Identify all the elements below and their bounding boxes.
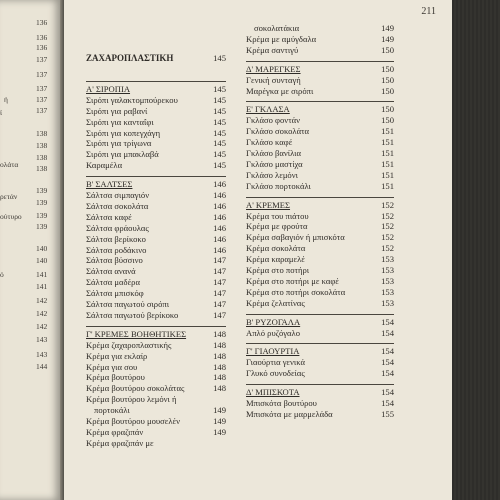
entry-page: 152 [381, 199, 394, 210]
entry-title: Σιρόπι για μπακλαβά [86, 149, 159, 160]
entry-title: Σάλτσα βύσσινο [86, 255, 143, 266]
entry-title: Κρέμα σαντιγύ [246, 44, 299, 55]
entry-title: Σάλτσα μπισκόφ [86, 288, 144, 299]
entry-page: 153 [381, 297, 394, 308]
entry-page: 150 [381, 74, 394, 85]
entry-page: 151 [381, 169, 394, 180]
entry-page: 154 [381, 387, 394, 398]
left-page-number: 137 [36, 84, 48, 93]
entry-page: 145 [213, 149, 226, 160]
page-number: 211 [421, 6, 436, 17]
entry-page: 145 [213, 53, 226, 63]
entry-page: 145 [213, 138, 226, 149]
entry-title: Γλυκό συνοδείας [246, 368, 305, 379]
entry-title: Δ' ΜΑΡΕΓΚΕΣ [246, 63, 301, 74]
entry-page: 145 [213, 160, 226, 171]
entry-page: 146 [213, 244, 226, 255]
entry-title: Σιρόπι γαλακτομπούρεκου [86, 94, 178, 105]
section-rule [86, 326, 226, 327]
left-page-fragment: ό [0, 270, 4, 279]
entry-title: Μπισκότα με μαρμελάδα [246, 408, 333, 419]
left-page-fragment: ρετάν [0, 192, 18, 201]
entry-title: Κρέμα για σου [86, 361, 138, 372]
left-page-number: 137 [36, 95, 48, 104]
left-page-number: 142 [36, 309, 48, 318]
entry-title: Κρέμα με αμύγδαλα [246, 33, 317, 44]
entry-page: 151 [381, 180, 394, 191]
entry-title: Σάλτσα ροδάκινο [86, 244, 147, 255]
entry-title: Κρέμα στο ποτήρι σοκολάτα [246, 286, 346, 297]
section-rule [246, 101, 394, 102]
entry-title: Κρέμα καραμελέ [246, 254, 305, 265]
entry-page: 150 [381, 104, 394, 115]
left-page-number: 138 [36, 164, 48, 173]
entry-title: σοκολατάκια [254, 23, 300, 33]
entry-page: 155 [381, 408, 394, 419]
entry-page: 145 [213, 127, 226, 138]
entry-title: Α' ΚΡΕΜΕΣ [246, 199, 291, 210]
entry-title: ΖΑΧΑΡΟΠΛΑΣΤΙΚΗ [86, 53, 174, 63]
entry-title: Σιρόπι για ραβανί [86, 105, 148, 116]
left-page-number: 136 [36, 33, 48, 42]
entry-title: Μαρέγκα με σιρόπι [246, 85, 314, 96]
entry-title: Γκλάσο μαστίχα [246, 158, 303, 169]
entry-title: Γκλάσο λεμόνι [246, 169, 298, 180]
entry-page: 148 [213, 350, 226, 361]
background [452, 0, 500, 500]
entry-title: Σάλτσα σοκολάτα [86, 200, 149, 211]
entry-title: Β' ΡΥΖΟΓΑΛΑ [246, 316, 301, 327]
entry-page: 151 [381, 126, 394, 137]
entry-title: Κρέμα στο ποτήρι [246, 265, 310, 275]
entry-title: Κρέμα σοκολάτα [246, 243, 306, 254]
entry-page: 147 [213, 277, 226, 288]
entry-title: Γκλάσο φοντάν [246, 115, 301, 126]
entry-page: 154 [381, 398, 394, 408]
entry-title: Κρέμα φραζιπάν με [86, 437, 154, 448]
entry-page: 151 [381, 148, 394, 158]
entry-title: Κρέμα βουτύρου μουσελέν [86, 416, 181, 426]
entry-page: 154 [381, 327, 394, 338]
left-page-fragment: ί [0, 108, 3, 117]
entry-page: 145 [213, 105, 226, 116]
entry-page: 153 [381, 275, 394, 286]
entry-page: 146 [213, 233, 226, 244]
entry-title: Γκλάσο σοκολάτα [246, 126, 310, 137]
entry-page: 154 [381, 346, 394, 357]
left-page-number: 137 [36, 70, 48, 79]
entry-page: 150 [381, 85, 394, 96]
entry-title: Μπισκότα βουτύρου [246, 398, 317, 408]
left-page-fragment: ούτυρο [0, 212, 22, 221]
entry-title: Κρέμα στο ποτήρι με καφέ [246, 275, 339, 286]
entry-title: Κρέμα βουτύρου σοκολάτας [86, 383, 185, 394]
left-page-number: 144 [36, 362, 48, 371]
left-page-number: 141 [36, 282, 48, 291]
left-page-number: 139 [36, 186, 48, 195]
entry-page: 149 [213, 405, 226, 416]
entry-page: 152 [381, 210, 394, 221]
left-page-edge [0, 0, 62, 500]
entry-title: Κρέμα του πιάτου [246, 210, 309, 221]
left-page-number: 140 [36, 244, 48, 253]
left-page-number: 136 [36, 43, 48, 52]
entry-page: 145 [213, 94, 226, 105]
left-page-number: 137 [36, 55, 48, 64]
book-page [64, 0, 452, 500]
entry-title: Ε' ΓΚΛΑΣΑ [246, 104, 290, 115]
left-page-number: 139 [36, 222, 48, 231]
entry-page: 148 [213, 339, 226, 350]
section-rule [246, 61, 394, 62]
entry-page: 146 [213, 222, 226, 233]
entry-page: 147 [213, 299, 226, 309]
entry-title: Σάλτσα καφέ [86, 211, 132, 222]
left-page-number: 140 [36, 256, 48, 265]
entry-page: 153 [381, 254, 394, 265]
entry-title: Απλό ρυζόγαλο [246, 327, 301, 338]
left-page-number: 141 [36, 270, 48, 279]
entry-page: 150 [381, 63, 394, 74]
section-rule [246, 314, 394, 315]
entry-title: Καραμέλα [86, 160, 123, 171]
entry-page: 147 [213, 266, 226, 277]
section-rule [86, 81, 226, 82]
entry-title: Σιρόπι για κοπεγχάγη [86, 127, 161, 138]
entry-title: Γ' ΓΙΑΟΥΡΤΙΑ [246, 346, 300, 357]
entry-page: 149 [213, 416, 226, 426]
entry-title: Σάλτσα παγωτού βερίκοκο [86, 309, 179, 320]
left-page-number: 143 [36, 335, 48, 344]
entry-page: 148 [213, 361, 226, 372]
entry-title: Κρέμα βουτύρου λεμόνι ή [86, 394, 177, 405]
entry-page: 146 [213, 190, 226, 200]
entry-page: 147 [213, 255, 226, 266]
left-page-number: 138 [36, 141, 48, 150]
entry-page: 151 [381, 158, 394, 169]
entry-page: 154 [381, 316, 394, 327]
entry-page: 150 [381, 44, 394, 55]
entry-title: Σάλτσα παγωτού σιρόπι [86, 299, 170, 309]
entry-title: Κρέμα με φρούτα [246, 221, 308, 232]
entry-title: Α' ΣΙΡΟΠΙΑ [86, 83, 131, 94]
entry-page: 153 [381, 286, 394, 297]
entry-page: 150 [381, 115, 394, 126]
left-page-number: 143 [36, 350, 48, 359]
left-page-number: 138 [36, 153, 48, 162]
entry-page: 154 [381, 357, 394, 368]
entry-page: 146 [213, 179, 226, 190]
left-page-number: 136 [36, 18, 48, 27]
left-page-number: 142 [36, 296, 48, 305]
entry-title: Δ' ΜΠΙΣΚΟΤΑ [246, 387, 300, 398]
entry-title: Σάλτσα μαδέρα [86, 277, 140, 288]
entry-title: Γκλάσο πορτοκάλι [246, 180, 311, 191]
entry-page: 152 [381, 232, 394, 243]
left-page-fragment: ολάτα [0, 160, 19, 169]
entry-page: 152 [381, 221, 394, 232]
section-rule [86, 176, 226, 177]
entry-title: Σάλτσα φράουλας [86, 222, 149, 233]
entry-title: Κρέμα ζαχαροπλαστικής [86, 339, 172, 350]
entry-page: 147 [213, 309, 226, 320]
entry-title: Κρέμα σαβαγιόν ή μπισκότα [246, 232, 345, 243]
entry-page: 145 [213, 116, 226, 127]
entry-page: 146 [213, 211, 226, 222]
left-page-number: 139 [36, 198, 48, 207]
entry-title: Σιρόπι για τρίγωνα [86, 138, 152, 149]
entry-page: 148 [213, 372, 226, 383]
entry-page: 147 [213, 288, 226, 299]
left-page-number: 137 [36, 106, 48, 115]
entry-page: 149 [213, 426, 226, 437]
entry-title: Γκλάσο βανίλια [246, 148, 301, 158]
entry-title: Γκλάσο καφέ [246, 137, 293, 148]
entry-page: 154 [381, 368, 394, 379]
entry-title: Κρέμα για εκλαίρ [86, 350, 148, 361]
entry-page: 145 [213, 83, 226, 94]
left-page-number: 138 [36, 129, 48, 138]
entry-title: Κρέμα φραζιπάν [86, 426, 144, 437]
section-rule [246, 197, 394, 198]
entry-page: 153 [381, 265, 394, 275]
entry-title: Κρέμα ζελατίνας [246, 297, 305, 308]
entry-title: Γενική συνταγή [246, 74, 301, 85]
entry-page: 146 [213, 200, 226, 211]
entry-title: Κρέμα βουτύρου [86, 372, 145, 383]
left-page-fragment: ή [4, 95, 8, 104]
left-page-number: 142 [36, 322, 48, 331]
entry-page: 151 [381, 137, 394, 148]
entry-title: πορτοκάλι [94, 405, 130, 416]
entry-page: 148 [213, 328, 226, 339]
entry-title: Σάλτσα βερίκοκο [86, 233, 146, 244]
section-rule [246, 343, 394, 344]
section-rule [246, 384, 394, 385]
entry-page: 149 [381, 23, 394, 33]
entry-title: Γ' ΚΡΕΜΕΣ ΒΟΗΘΗΤΙΚΕΣ [86, 328, 187, 339]
entry-page: 149 [381, 33, 394, 44]
entry-title: Σάλτσα ανανά [86, 266, 136, 277]
entry-title: Σάλτσα σιμπαγιόν [86, 190, 150, 200]
left-page-number: 139 [36, 211, 48, 220]
entry-title: Β' ΣΑΛΤΣΕΣ [86, 179, 133, 190]
entry-page: 148 [213, 383, 226, 394]
entry-title: Γιαούρτια γενικά [246, 357, 305, 368]
entry-title: Σιρόπι για κανταΐφι [86, 116, 154, 127]
entry-page: 152 [381, 243, 394, 254]
